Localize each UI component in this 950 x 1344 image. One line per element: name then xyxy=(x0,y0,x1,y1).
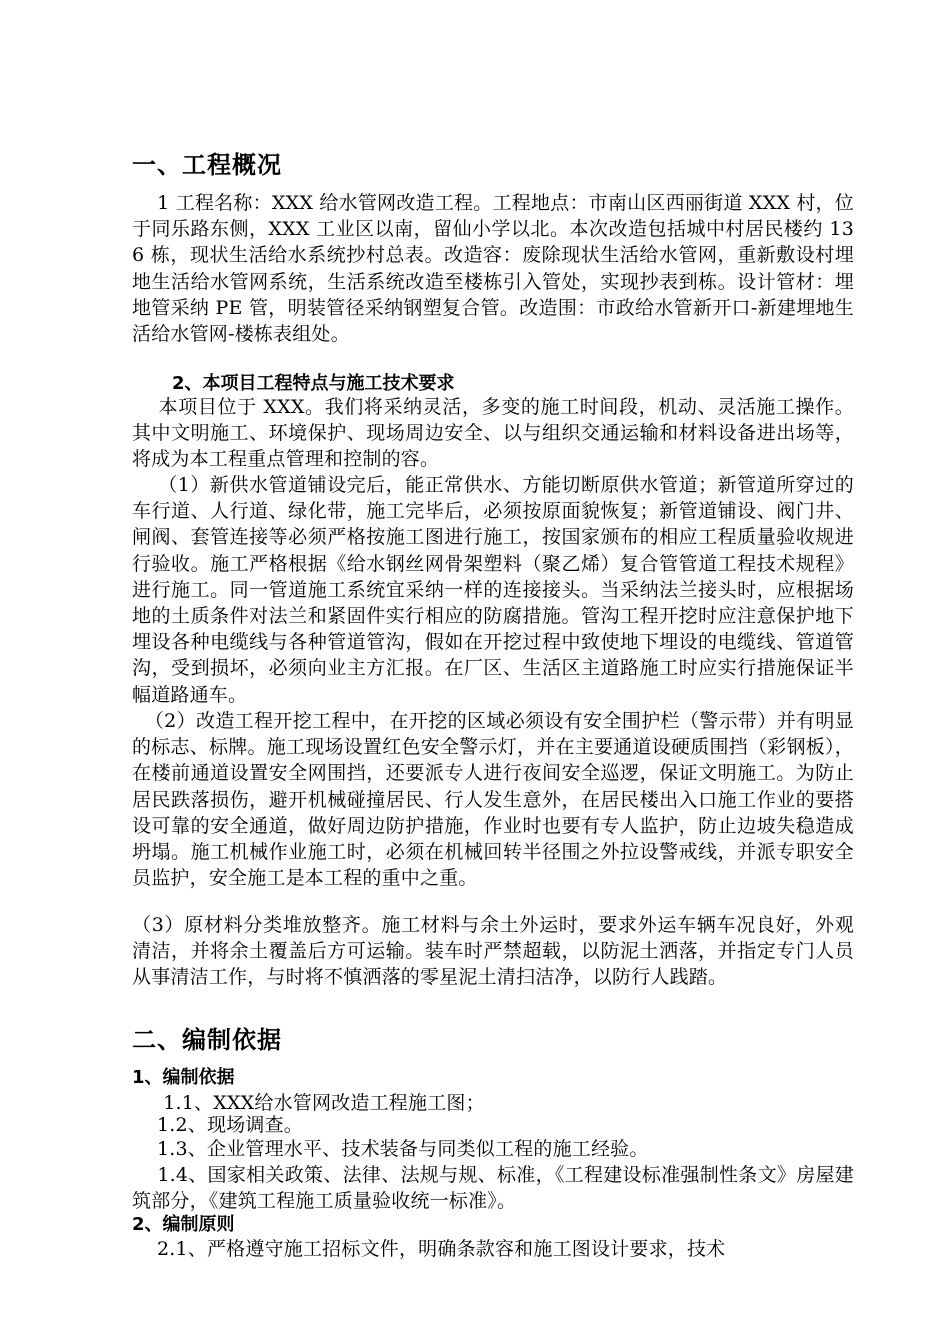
section-heading-basis: 二、编制依据 xyxy=(132,1026,282,1054)
subheading-basis: 1、编制依据 xyxy=(132,1067,235,1088)
list-item-2-1: 2.1、严格遵守施工招标文件，明确条款容和施工图设计要求，技术 xyxy=(132,1238,726,1260)
subheading-principles: 2、编制原则 xyxy=(132,1214,235,1235)
paragraph-project-info: 1 工程名称：XXX 给水管网改造工程。工程地点：市南山区西丽街道 XXX 村，位于同乐路东侧，XXX 工业区以南，留仙小学以北。本次改造包括城中村居民楼约 136 栋，现状生活给水系统抄村总表。改造容：废除现状生活给水管网，重新敷设村埋地生活给水管网系统，生活系统改造至楼栋引入管处，实现抄表到栋。设计管材：埋地管采纳 PE 管，明装管径采纳钢塑复合管。改造围：市政给水管新开口-新建埋地生活给水管网-楼栋表组处。 xyxy=(132,192,854,346)
list-item-1-1: 1.1、XXX给水管网改造工程施工图； xyxy=(132,1092,485,1114)
section-heading-overview: 一、工程概况 xyxy=(132,151,282,179)
list-item-1-3: 1.3、企业管理水平、技术装备与同类似工程的施工经验。 xyxy=(132,1138,649,1160)
paragraph-item-3: （3）原材料分类堆放整齐。施工材料与余土外运时，要求外运车辆车况良好，外观清洁，并将余土覆盖后方可运输。装车时严禁超载，以防泥土洒落，并指定专门人员从事清洁工作，与时将不慎洒落的零星泥土清扫洁净，以防行人践踏。 xyxy=(132,914,854,989)
paragraph-item-2: （2）改造工程开挖工程中，在开挖的区域必须设有安全围护栏（警示带）并有明显的标志、标牌。施工现场设置红色安全警示灯，并在主要通道设硬质围挡（彩钢板），在楼前通道设置安全网围挡，还要派专人进行夜间安全巡逻，保证文明施工。为防止居民跌落损伤，避开机械碰撞居民、行人发生意外，在居民楼出入口施工作业的要搭设可靠的安全通道，做好周边防护措施，作业时也要有专人监护，防止边坡失稳造成坍塌。施工机械作业施工时，必须在机械回转半径围之外拉设警戒线，并派专职安全员监护，安全施工是本工程的重中之重。 xyxy=(132,710,854,890)
subheading-project-features: 2、本项目工程特点与施工技术要求 xyxy=(172,373,455,394)
list-item-1-4: 1.4、国家相关政策、法律、法规与规、标准，《工程建设标准强制性条文》房屋建筑部分，《建筑工程施工质量验收统一标准》。 xyxy=(132,1164,854,1213)
paragraph-project-location: 本项目位于 XXX。我们将采纳灵活，多变的施工时间段，机动、灵活施工操作。其中文明施工、环境保护、现场周边安全、以与组织交通运输和材料设备进出场等，将成为本工程重点管理和控制的容。 xyxy=(132,396,854,471)
list-item-1-2: 1.2、现场调查。 xyxy=(132,1114,303,1136)
paragraph-item-1: （1）新供水管道铺设完后，能正常供水、方能切断原供水管道；新管道所穿过的车行道、人行道、绿化带，施工完毕后，必须按原面貌恢复；新管道铺设、阀门井、闸阀、套管连接等必须严格按施工图进行施工，按国家颁布的相应工程质量验收规进行验收。施工严格根据《给水钢丝网骨架塑料（聚乙烯）复合管管道工程技术规程》进行施工。同一管道施工系统宜采纳一样的连接接头。当采纳法兰接头时，应根据场地的土质条件对法兰和紧固件实行相应的防腐措施。管沟工程开挖时应注意保护地下埋设各种电缆线与各种管道管沟，假如在开挖过程中致使地下埋设的电缆线、管道管沟，受到损坏，必须向业主方汇报。在厂区、生活区主道路施工时应实行措施保证半幅道路通车。 xyxy=(132,474,854,706)
